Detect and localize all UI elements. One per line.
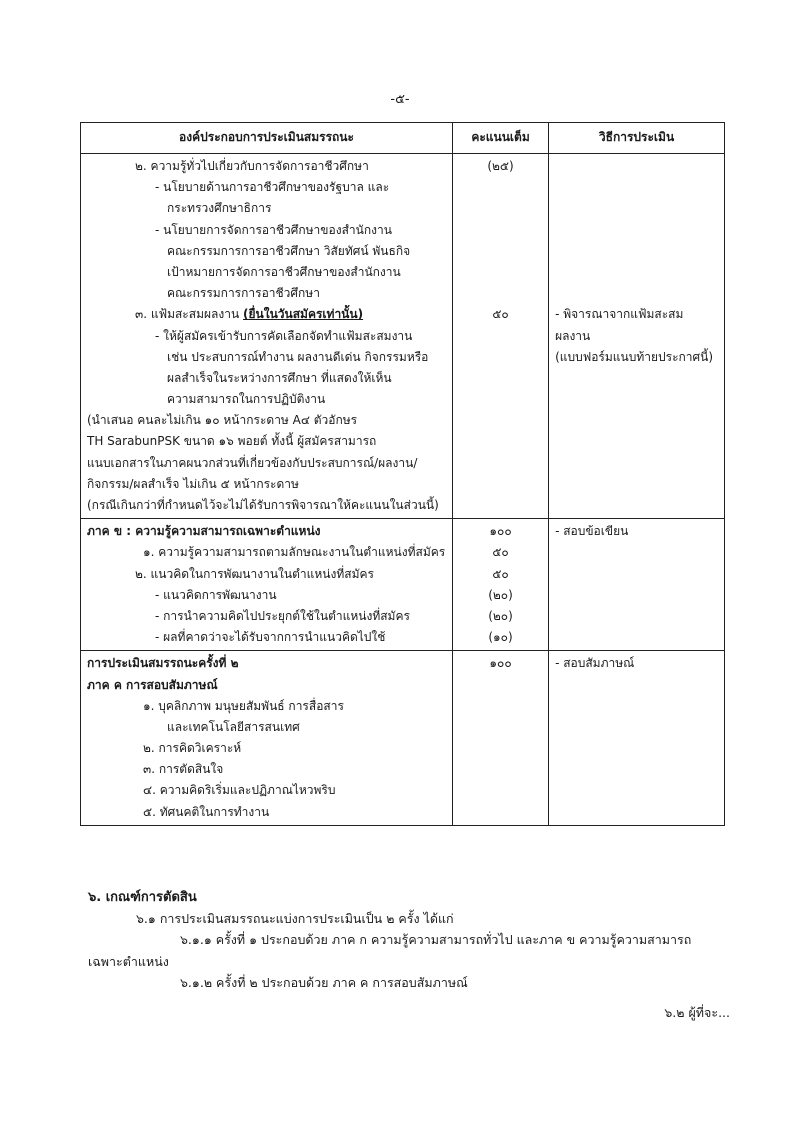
list-item: ๓. การตัดสินใจ: [143, 762, 224, 777]
method-text: - สอบสัมภาษณ์: [555, 656, 635, 671]
list-item: ๕. ทัศนคติในการทำงาน: [143, 804, 270, 819]
list-item: - แนวคิดการพัฒนางาน: [155, 587, 277, 602]
page-number: -๕-: [390, 92, 410, 107]
method-text: ผลงาน: [555, 328, 591, 343]
table-row: [81, 154, 725, 519]
list-item: คณะกรรมการการอาชีวศึกษา: [167, 286, 320, 301]
list-item: TH SarabunPSK ขนาด ๑๖ พอยต์ ทั้งนี้ ผู้สมัครสามารถ: [87, 434, 377, 449]
list-item: ๒. แนวคิดในการพัฒนางานในตำแหน่งที่สมัคร: [135, 566, 374, 581]
list-item: [87, 304, 446, 325]
list-item: ผลสำเร็จในระหว่างการศึกษา ที่แสดงให้เห็น: [167, 370, 392, 385]
section-title: การประเมินสมรรถนะครั้งที่ ๒: [87, 656, 239, 671]
list-item: กระทรวงศึกษาธิการ: [167, 201, 272, 216]
score-value: ๑๐๐: [489, 524, 512, 539]
list-item: และเทคโนโลยีสารสนเทศ: [167, 719, 300, 734]
list-item: เป้าหมายการจัดการอาชีวศึกษาของสำนักงาน: [167, 264, 401, 279]
score-cell: [452, 651, 548, 826]
list-item: ๑. ความรู้ความสามารถตามลักษณะงานในตำแหน่งที่สมัคร: [143, 545, 446, 560]
score-cell: [452, 154, 548, 519]
criteria-line: ๖.๑.๑ ครั้งที่ ๑ ประกอบด้วย ภาค ก ความรู้ความสามารถทั่วไป และภาค ข ความรู้ความสามารถ: [180, 932, 692, 948]
method-text: (แบบฟอร์มแนบท้ายประกาศนี้): [555, 349, 714, 364]
list-item: - ผลที่คาดว่าจะได้รับจากการนำแนวคิดไปใช้: [155, 630, 386, 645]
table-row: [81, 651, 725, 826]
criteria-line: เฉพาะตำแหน่ง: [88, 953, 169, 969]
list-item: คณะกรรมการการอาชีวศึกษา วิสัยทัศน์ พันธกิจ: [167, 243, 411, 258]
criteria-section: [88, 884, 738, 990]
assessment-table: [80, 122, 725, 826]
list-item: แนบเอกสารในภาคผนวกส่วนที่เกี่ยวข้องกับประสบการณ์/ผลงาน/: [87, 455, 418, 470]
list-item: เช่น ประสบการณ์ทำงาน ผลงานดีเด่น กิจกรรมหรือ: [167, 349, 429, 364]
continuation-marker: ๖.๒ ผู้ที่จะ...: [664, 1005, 730, 1020]
score-value: ๑๐๐: [489, 656, 512, 671]
method-text: - พิจารณาจากแฟ้มสะสม: [555, 307, 684, 322]
method-cell: [549, 651, 725, 826]
score-value: (๒๕): [487, 159, 514, 173]
score-value: ๕๐: [492, 545, 509, 560]
section-title: ภาค ข : ความรู้ความสามารถเฉพาะตำแหน่ง: [87, 524, 321, 539]
list-item: กิจกรรม/ผลสำเร็จ ไม่เกิน ๕ หน้ากระดาษ: [87, 476, 299, 491]
header-method: วิธีการประเมิน: [549, 123, 725, 154]
score-value: (๒๐): [488, 608, 513, 623]
portfolio-note: (ยื่นในวันสมัครเท่านั้น): [243, 307, 364, 322]
criteria-line: ๖.๑ การประเมินสมรรถนะแบ่งการประเมินเป็น ๒ ครั้ง ได้แก่: [136, 911, 454, 927]
score-value: ๕๐: [492, 566, 509, 581]
list-item: ความสามารถในการปฏิบัติงาน: [167, 392, 326, 407]
table-header-row: [81, 123, 725, 154]
list-item: ๒. ความรู้ทั่วไปเกี่ยวกับการจัดการอาชีวศึกษา: [135, 159, 369, 173]
list-item: (กรณีเกินกว่าที่กำหนดไว้จะไม่ได้รับการพิจารณาให้คะแนนในส่วนนี้): [87, 498, 439, 512]
criteria-heading: ๖. เกณฑ์การตัดสิน: [88, 890, 197, 905]
table-row: [81, 519, 725, 651]
header-component: องค์ประกอบการประเมินสมรรถนะ: [81, 123, 453, 154]
list-item: - ให้ผู้สมัครเข้ารับการคัดเลือกจัดทำแฟ้มสะสมงาน: [155, 328, 413, 343]
method-text: - สอบข้อเขียน: [555, 524, 629, 539]
score-value: ๕๐: [492, 307, 509, 322]
component-cell: [81, 651, 453, 826]
list-item: (นำเสนอ คนละไม่เกิน ๑๐ หน้ากระดาษ A๔ ตัวอักษร: [87, 413, 358, 428]
component-cell: [81, 519, 453, 651]
list-item: - นโยบายการจัดการอาชีวศึกษาของสำนักงาน: [155, 222, 392, 237]
list-item: - นโยบายด้านการอาชีวศึกษาของรัฐบาล และ: [155, 180, 390, 195]
list-item: ๒. การคิดวิเคราะห์: [143, 741, 242, 756]
method-cell: [549, 154, 725, 519]
list-item: - การนำความคิดไปประยุกต์ใช้ในตำแหน่งที่สมัคร: [155, 608, 410, 623]
list-item: ๑. บุคลิกภาพ มนุษยสัมพันธ์ การสื่อสาร: [143, 698, 344, 713]
method-cell: [549, 519, 725, 651]
score-value: (๒๐): [488, 587, 513, 602]
criteria-line: ๖.๑.๒ ครั้งที่ ๒ ประกอบด้วย ภาค ค การสอบสัมภาษณ์: [180, 974, 468, 990]
section-subtitle: ภาค ค การสอบสัมภาษณ์: [87, 677, 218, 692]
portfolio-label: ๓. แฟ้มสะสมผลงาน: [135, 307, 240, 322]
list-item: ๔. ความคิดริเริ่มและปฏิภาณไหวพริบ: [143, 783, 336, 798]
header-full-score: คะแนนเต็ม: [452, 123, 548, 154]
score-value: (๑๐): [488, 630, 513, 645]
component-cell: [81, 154, 453, 519]
score-cell: [452, 519, 548, 651]
